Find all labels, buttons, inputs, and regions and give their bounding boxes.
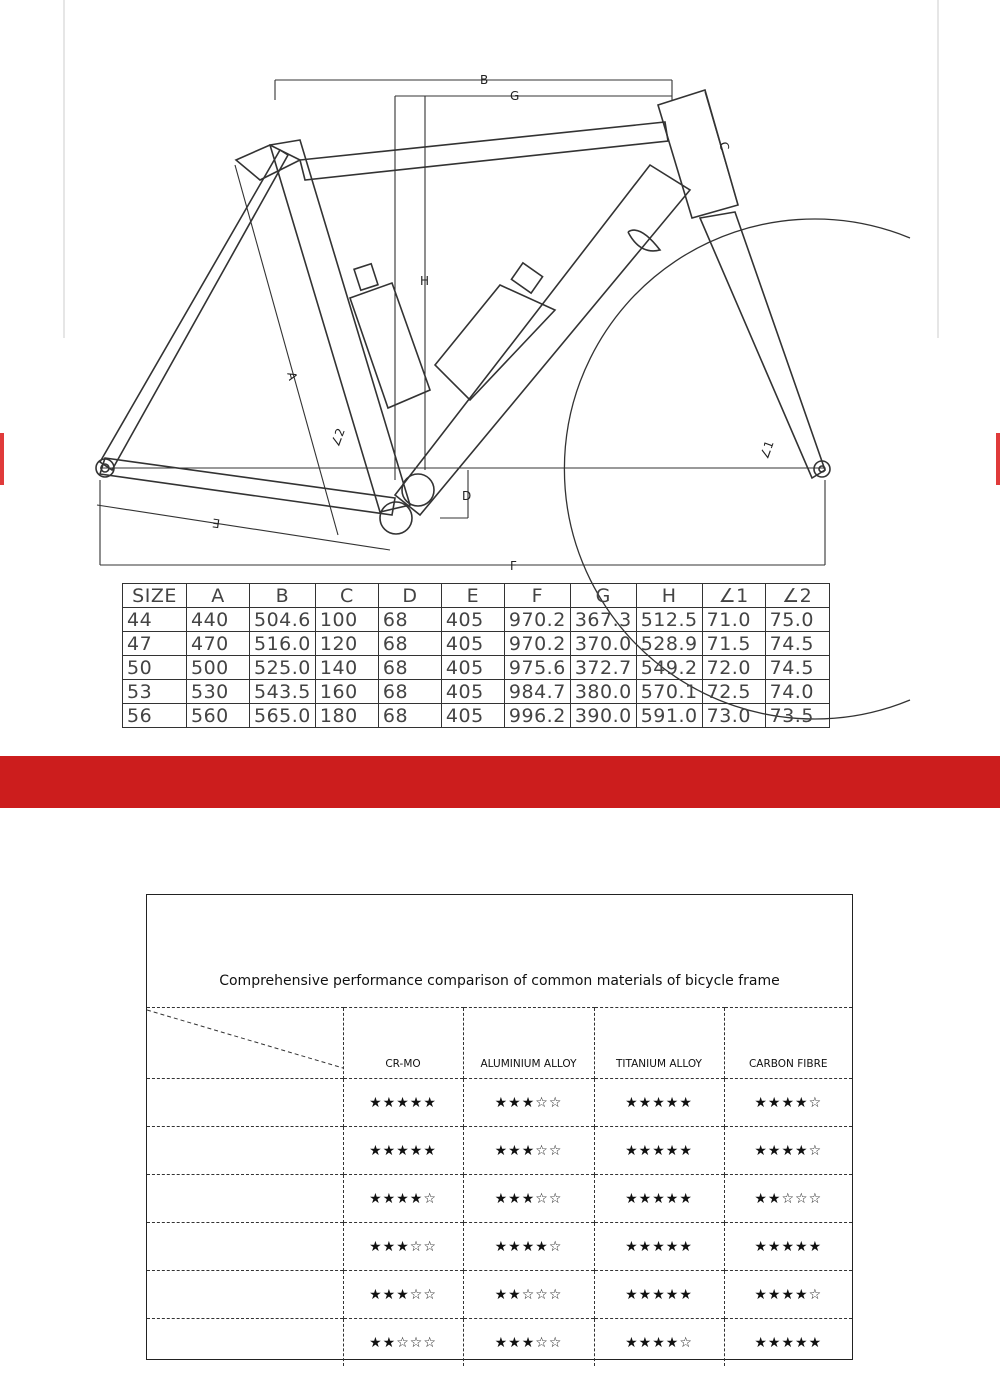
rating-row [147,1319,852,1367]
table-cell: 516.0 [250,632,316,656]
table-cell: 984.7 [504,680,570,704]
header-g: G [570,584,636,608]
table-cell: 68 [378,608,441,632]
dim-label-a: A [284,370,300,382]
star-rating: ★★★☆☆ [463,1319,594,1367]
table-cell: 565.0 [250,704,316,728]
table-cell: 74.0 [765,680,829,704]
star-rating: ★★★★★ [594,1127,724,1175]
table-cell: 367.3 [570,608,636,632]
star-rating: ★★★★☆ [724,1079,852,1127]
table-row [123,632,830,656]
left-edge-marker [0,433,4,485]
table-cell: 970.2 [504,608,570,632]
table-cell: 975.6 [504,656,570,680]
table-row [123,680,830,704]
row-label-cell [147,1127,343,1175]
table-cell: 405 [441,608,504,632]
table-cell: 68 [378,704,441,728]
star-rating: ★★★★★ [594,1223,724,1271]
table-cell: 68 [378,680,441,704]
table-row [123,608,830,632]
table-cell: 560 [187,704,250,728]
dim-label-angle2: ∠2 [328,426,348,449]
row-label-cell [147,1319,343,1367]
star-rating: ★★☆☆☆ [343,1319,463,1367]
star-rating: ★★★★★ [594,1079,724,1127]
dim-label-e: E [211,515,221,531]
header-b: B [250,584,316,608]
table-cell: 405 [441,656,504,680]
table-cell: 390.0 [570,704,636,728]
table-cell: 74.5 [765,656,829,680]
star-rating: ★★★★☆ [463,1223,594,1271]
table-cell: 440 [187,608,250,632]
star-rating: ★★★☆☆ [343,1223,463,1271]
right-edge-marker [996,433,1000,485]
header-f: F [504,584,570,608]
table-cell: 72.5 [702,680,765,704]
diagonal-corner-cell [147,1008,343,1079]
table-cell: 73.5 [765,704,829,728]
table-row [123,656,830,680]
geometry-header-row [123,584,830,608]
materials-grid [147,1007,852,1366]
table-cell: 512.5 [636,608,702,632]
star-rating: ★★★★★ [724,1319,852,1367]
row-label-cell [147,1079,343,1127]
header-h: H [636,584,702,608]
rating-row [147,1127,852,1175]
header-size: SIZE [123,584,187,608]
star-rating: ★★★☆☆ [463,1175,594,1223]
column-header-carbon: CARBON FIBRE [724,1008,852,1079]
star-rating: ★★★★☆ [724,1127,852,1175]
table-cell: 525.0 [250,656,316,680]
table-cell: 73.0 [702,704,765,728]
dim-label-g: G [510,89,520,103]
rating-row [147,1079,852,1127]
table-cell: 68 [378,656,441,680]
table-cell: 372.7 [570,656,636,680]
table-cell: 591.0 [636,704,702,728]
header-e: E [441,584,504,608]
star-rating: ★★★★☆ [724,1271,852,1319]
star-rating: ★★★★★ [594,1175,724,1223]
table-cell: 74.5 [765,632,829,656]
table-cell: 44 [123,608,187,632]
star-rating: ★★☆☆☆ [463,1271,594,1319]
table-cell: 75.0 [765,608,829,632]
geometry-size-table [122,583,830,728]
materials-comparison-table [146,894,853,1360]
table-cell: 380.0 [570,680,636,704]
table-cell: 528.9 [636,632,702,656]
table-cell: 370.0 [570,632,636,656]
row-label-cell [147,1175,343,1223]
table-cell: 100 [315,608,378,632]
star-rating: ★★★★☆ [594,1319,724,1367]
star-rating: ★★★★★ [594,1271,724,1319]
table-cell: 160 [315,680,378,704]
bike-frame [96,90,830,534]
table-cell: 970.2 [504,632,570,656]
rating-row [147,1175,852,1223]
table-cell: 56 [123,704,187,728]
header-d: D [378,584,441,608]
column-header-crmo: CR-MO [343,1008,463,1079]
table-cell: 549.2 [636,656,702,680]
header-a: A [187,584,250,608]
dim-label-d: D [462,489,472,503]
table-cell: 570.1 [636,680,702,704]
table-cell: 53 [123,680,187,704]
table-cell: 120 [315,632,378,656]
rating-row [147,1223,852,1271]
column-header-titanium: TITANIUM ALLOY [594,1008,724,1079]
star-rating: ★★★★★ [343,1127,463,1175]
dim-label-h: H [420,274,430,288]
table-cell: 470 [187,632,250,656]
diagonal-line [147,1008,343,1070]
star-rating: ★★★★☆ [343,1175,463,1223]
section-divider-band [0,756,1000,808]
table-cell: 405 [441,632,504,656]
table-cell: 530 [187,680,250,704]
dimension-lines [97,80,825,565]
header-angle1: ∠1 [702,584,765,608]
table-cell: 71.0 [702,608,765,632]
header-c: C [315,584,378,608]
table-cell: 500 [187,656,250,680]
star-rating: ★★★☆☆ [463,1127,594,1175]
table-cell: 71.5 [702,632,765,656]
materials-table-title: Comprehensive performance comparison of common materials of bicycle frame [219,973,780,989]
table-row [123,704,830,728]
table-cell: 543.5 [250,680,316,704]
materials-header-row [147,1008,852,1079]
table-cell: 50 [123,656,187,680]
dim-label-b: B [480,73,489,87]
table-cell: 504.6 [250,608,316,632]
dim-label-c: C [716,140,732,153]
table-cell: 405 [441,680,504,704]
star-rating: ★★☆☆☆ [724,1175,852,1223]
star-rating: ★★★☆☆ [343,1271,463,1319]
row-label-cell [147,1223,343,1271]
column-header-aluminium: ALUMINIUM ALLOY [463,1008,594,1079]
dim-label-angle1: ∠1 [757,438,777,461]
rating-row [147,1271,852,1319]
table-cell: 68 [378,632,441,656]
dim-label-f: F [510,559,517,573]
table-cell: 996.2 [504,704,570,728]
table-cell: 405 [441,704,504,728]
row-label-cell [147,1271,343,1319]
table-cell: 47 [123,632,187,656]
star-rating: ★★★★★ [343,1079,463,1127]
header-angle2: ∠2 [765,584,829,608]
table-cell: 72.0 [702,656,765,680]
table-cell: 180 [315,704,378,728]
star-rating: ★★★☆☆ [463,1079,594,1127]
table-cell: 140 [315,656,378,680]
star-rating: ★★★★★ [724,1223,852,1271]
